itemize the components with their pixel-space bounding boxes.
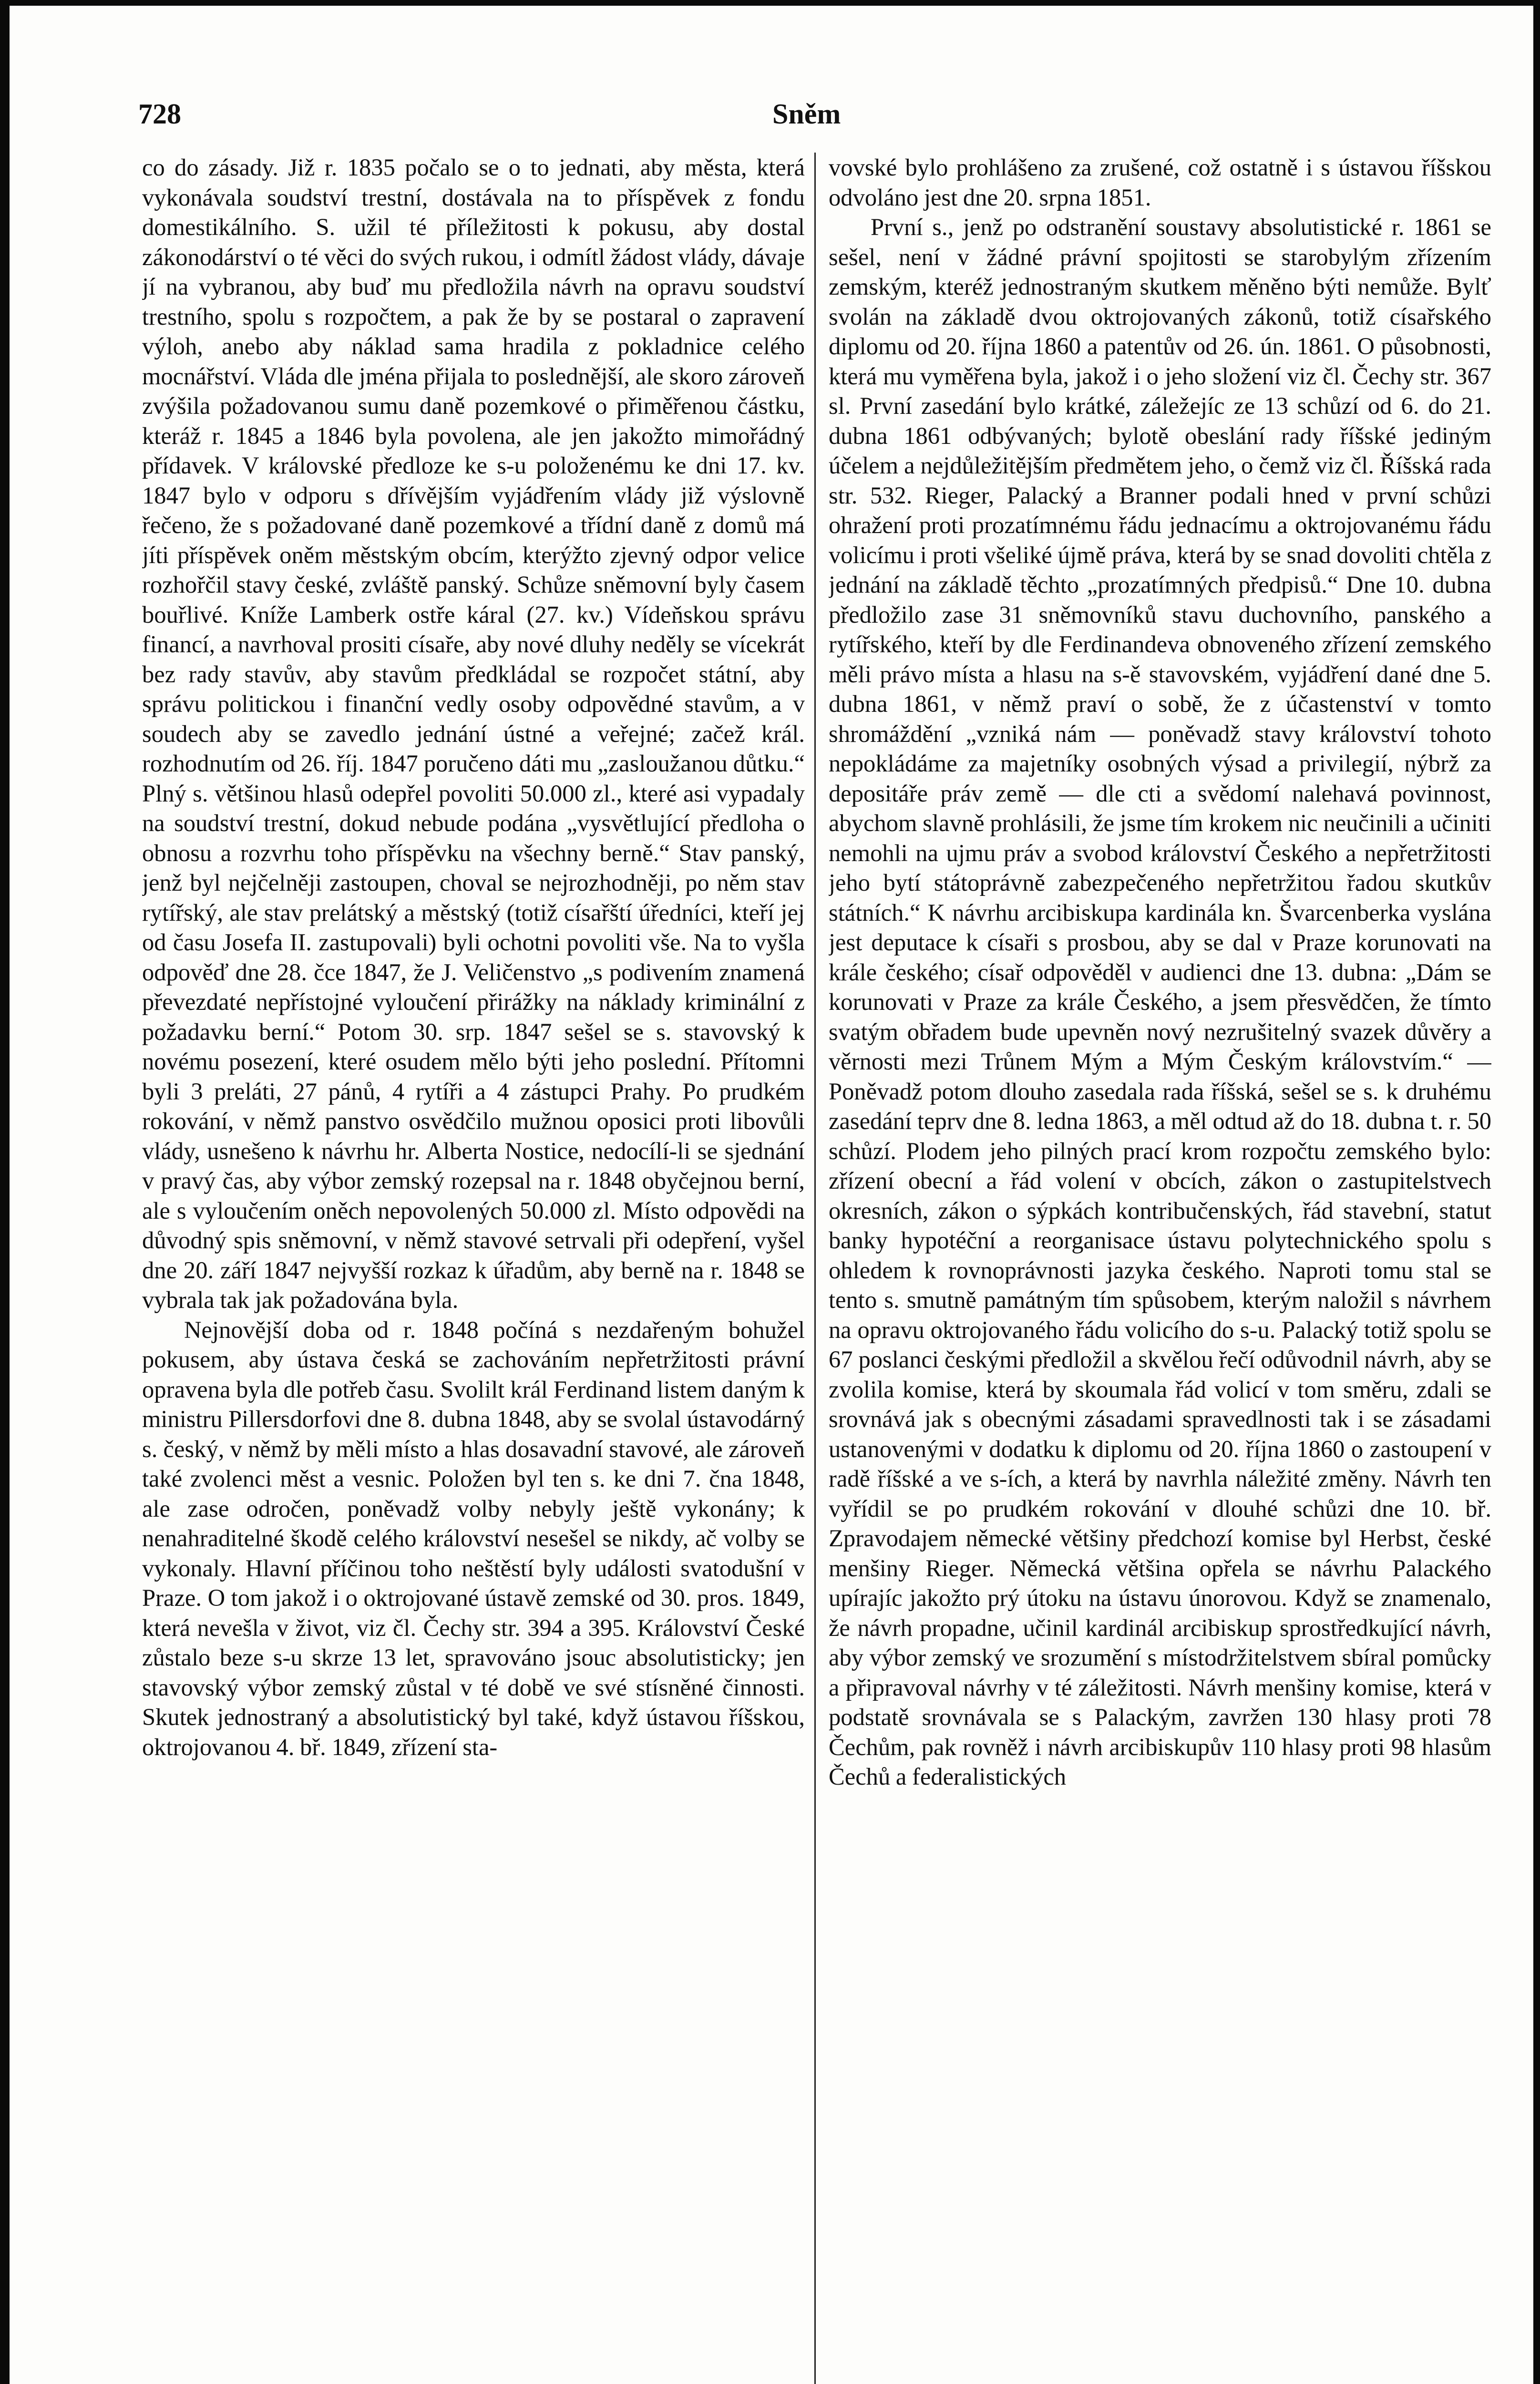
running-head: Sněm bbox=[772, 98, 841, 130]
page-number: 728 bbox=[138, 98, 181, 130]
right-paragraph-1: vovské bylo prohlášeno za zrušené, což ostatně i s ústavou říšskou odvoláno jest dne 20. srpna 1851. bbox=[829, 154, 1491, 211]
page-header bbox=[0, 0, 1540, 143]
left-paragraph-2: Nejnovější doba od r. 1848 počíná s nezdařeným bohužel pokusem, aby ústava česká se zachováním nepřetržitosti právní opravena byla dle potřeb času. Svolilt král Ferdinand listem daným k ministru Pillersdorfovi dne 8. dubna 1848, aby se svolal ústavodárný s. český, v němž by měli místo a hlas dosavadní stavové, ale zároveň také zvolenci měst a vesnic. Položen byl ten s. ke dni 7. čna 1848, ale zase odročen, poněvadž volby nebyly ještě vykonány; k nenahraditelné škodě celého království nesešel se nikdy, ač volby se vykonaly. Hlavní příčinou toho neštěstí byly události svatodušní v Praze. O tom jakož i o oktrojované ústavě zemské od 30. pros. 1849, která nevešla v život, viz čl. Čechy str. 394 a 395. Království České zůstalo beze s-u skrze 13 let, spravováno jsouc absolutisticky; jen stavovský výbor zemský zůstal v té době ve své stísněné činnosti. Skutek jednostraný a absolutistický byl také, když ústavou říšskou, oktrojovanou 4. bř. 1849, zřízení sta- bbox=[142, 1316, 805, 1760]
left-column bbox=[142, 153, 805, 2384]
left-paragraph-1: co do zásady. Již r. 1835 počalo se o to jednati, aby města, která vykonávala soudství trestní, dostávala na to příspěvek z fondu domestikálního. S. užil té příležitosti k pokusu, aby dostal zákonodárství o té věci do svých rukou, i odmítl žádost vlády, dávaje jí na vybranou, aby buď mu předložila návrh na opravu soudství trestního, spolu s rozpočtem, a pak že by se postaral o zapravení výloh, anebo aby náklad sama hradila z pokladnice celého mocnářství. Vláda dle jména přijala to poslednější, ale skoro zároveň zvýšila požadovanou sumu daně pozemkové o přiměřenou částku, kteráž r. 1845 a 1846 byla povolena, ale jen jakožto mimořádný přídavek. V královské předloze ke s-u položenému ke dni 17. kv. 1847 bylo v odporu s dřívějším vyjádřením vlády již výslovně řečeno, že s požadované daně pozemkové a třídní daně z domů má jíti příspěvek oněm městským obcím, kterýžto zjevný odpor velice rozhořčil stavy české, zvláště panský. Schůze sněmovní byly časem bouřlivé. Kníže Lamberk ostře káral (27. kv.) Vídeňskou správu financí, a navrhoval prositi císaře, aby nové dluhy neděly se vícekrát bez rady stavův, aby stavům předkládal se rozpočet státní, aby správu politickou i finanční vedly osoby odpovědné stavům, a v soudech aby se zavedlo jednání ústné a veřejné; začež král. rozhodnutím od 26. říj. 1847 poručeno dáti mu „zasloužanou důtku.“ Plný s. většinou hlasů odepřel povoliti 50.000 zl., které asi vypadaly na soudství trestní, dokud nebude podána „vysvětlující předloha o obnosu a rozvrhu toho příspěvku na všechny berně.“ Stav panský, jenž byl nejčelněji zastoupen, choval se nejrozhodněji, po něm stav rytířský, ale stav prelátský a městský (totiž císařští úředníci, kteří jej od času Josefa II. zastupovali) byli ochotni povoliti vše. Na to vyšla odpověď dne 28. čce 1847, že J. Veličenstvo „s podivením znamená převezdaté nepřístojné vyloučení přirážky na náklady kriminální z požadavku berní.“ Potom 30. srp. 1847 sešel se s. stavovský k novému posezení, které osudem mělo býti jeho poslední. Přítomni byli 3 preláti, 27 pánů, 4 rytíři a 4 zástupci Prahy. Po prudkém rokování, v němž panstvo osvědčilo mužnou oposici proti libovůli vlády, usnešeno k návrhu hr. Alberta Nostice, nedocílí-li se sjednání v pravý čas, aby výbor zemský rozepsal na r. 1848 obyčejnou berní, ale s vyloučením oněch nepovolených 50.000 zl. Místo odpovědi na důvodný spis sněmovní, v němž stavové setrvali při odepření, vyšel dne 20. září 1847 nejvyšší rozkaz k úřadům, aby berně na r. 1848 se vybrala tak jak požadována byla. bbox=[142, 154, 805, 1313]
right-paragraph-2: První s., jenž po odstranění soustavy absolutistické r. 1861 se sešel, není v žádné právní spojitosti se starobylým zřízením zemským, kteréž jednostraným skutkem měněno býti nemůže. Bylť svolán na základě dvou oktrojovaných zákonů, totiž císařského diplomu od 20. října 1860 a patentův od 26. ún. 1861. O působnosti, která mu vyměřena byla, jakož i o jeho složení viz čl. Čechy str. 367 sl. První zasedání bylo krátké, záležejíc ze 13 schůzí od 6. do 21. dubna 1861 odbývaných; bylotě obeslání rady říšské jediným účelem a nejdůležitějším předmětem jeho, o čemž viz čl. Říšská rada str. 532. Rieger, Palacký a Branner podali hned v první schůzi ohražení proti prozatímnému řádu jednacímu a oktrojovanému řádu volicímu i proti všeliké újmě práva, která by se snad dovoliti chtěla z jednání na základě těchto „prozatímných předpisů.“ Dne 10. dubna předložilo zase 31 sněmovníků stavu duchovního, panského a rytířského, kteří by dle Ferdinandeva obnoveného zřízení zemského měli právo místa a hlasu na s-ě stavovském, vyjádření dané dne 5. dubna 1861, v němž praví o sobě, že z účastenství v tomto shromáždění „vzniká nám — poněvadž stavy království tohoto nepokládáme za majetníky osobných výsad a privilegií, nýbrž za depositáře práv země — dle cti a svědomí nalehavá povinnost, abychom slavně prohlásili, že jsme tím krokem nic neučinili a učiniti nemohli na ujmu práv a svobod království Českého a nepřetržitosti jeho bytí státoprávně zabezpečeného nepřetržitou řadou skutkův státních.“ K návrhu arcibiskupa kardinála kn. Švarcenberka vyslána jest deputace k císaři s prosbou, aby se dal v Praze korunovati na krále českého; císař odpověděl v audienci dne 13. dubna: „Dám se korunovati v Praze za krále Českého, a jsem přesvědčen, že tímto svatým obřadem bude upevněn nový nezrušitelný svazek důvěry a věrnosti mezi Trůnem Mým a Mým Českým královstvím.“ — Poněvadž potom dlouho zasedala rada říšská, sešel se s. k druhému zasedání teprv dne 8. ledna 1863, a měl odtud až do 18. dubna t. r. 50 schůzí. Plodem jeho pilných prací krom rozpočtu zemského bylo: zřízení obecní a řád volení v obcích, zákon o zastupitelstvech okresních, zákon o sýpkách kontribučenských, řád stavební, statut banky hypotéční a reorganisace ústavu polytechnického spolu s ohledem k rovnoprávnosti jazyka českého. Naproti tomu stal se tento s. smutně památným tím spůsobem, kterým naložil s návrhem na opravu oktrojovaného řádu volicího do s-u. Palacký totiž spolu se 67 poslanci českými předložil a skvělou řečí odůvodnil návrh, aby se zvolila komise, která by skoumala řád volicí v tom směru, zdali se srovnává jak s obecnými zásadami spravedlnosti tak i se zásadami ustanovenými v dodatku k diplomu od 20. října 1860 o zastoupení v radě říšské a ve s-ích, a která by navrhla náležité změny. Návrh ten vyřídil se po prudkém rokování v dlouhé schůzi dne 10. bř. Zpravodajem německé většiny předchozí komise byl Herbst, české menšiny Rieger. Německá většina opřela se návrhu Palackého upírajíc jakožto prý útoku na ústavu únorovou. Když se znamenalo, že návrh propadne, učinil kardinál arcibiskup sprostředkující návrh, aby výbor zemský ve srozumění s místodržitelstvem sbíral pomůcky a připravoval návrhy v té záležitosti. Návrh menšiny komise, která v podstatě srovnávala se s Palackým, zavržen 130 hlasy proti 78 Čechům, pak rovněž i návrh arcibiskupův 110 hlasy proti 98 hlasům Čechů a federalistických bbox=[829, 214, 1491, 1790]
column-divider bbox=[814, 153, 816, 2384]
scan-border-left bbox=[0, 0, 10, 2384]
scan-border-right bbox=[1533, 0, 1540, 2384]
right-column bbox=[829, 153, 1491, 2384]
